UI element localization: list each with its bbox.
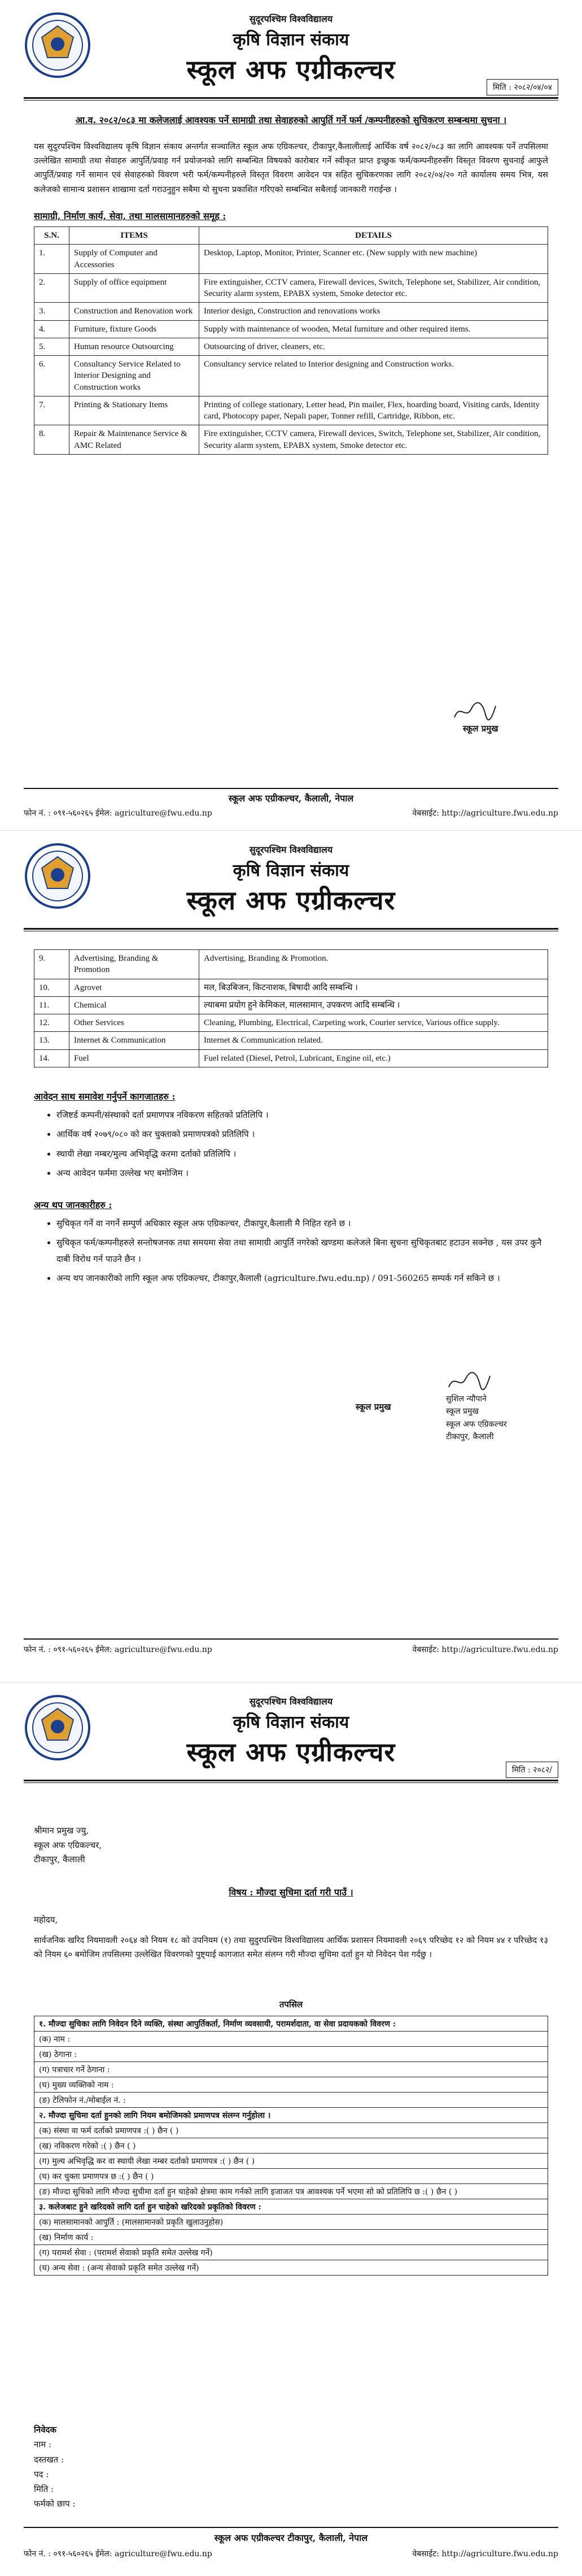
cell-sn: 2. xyxy=(34,273,69,303)
footer-web-label: वेबसाईट: xyxy=(412,1645,439,1654)
table-row xyxy=(34,396,548,425)
applicant-signature-field[interactable]: दस्तखत : xyxy=(34,2454,64,2465)
form-subject: विषय : मौज्दा सुचिमा दर्ता गरी पाउँ । xyxy=(229,1887,353,1898)
faculty-name: कृषि विज्ञान संकाय xyxy=(233,861,349,881)
letterhead xyxy=(0,1683,582,1790)
cell-item: Supply of office equipment xyxy=(69,273,199,303)
list-item: • सुचिकृत फर्म/कम्पनीहरुले सन्तोषजनक तथा समयमा सेवा तथा सामाग्री आपुर्ति नगरेको खण्डमा कलेजले बिना सुचना सुचिकृतबाट हटाउन सक्नेछ , यस उपर कुनै दाबी विरोध गर्न पाउने छैन । xyxy=(56,1235,548,1267)
form-row[interactable] xyxy=(34,2138,548,2154)
form-row[interactable] xyxy=(34,2215,548,2230)
signature-school-head: स्कूल प्रमुख xyxy=(463,723,498,734)
school-name: स्कूल अफ एग्रीकल्चर xyxy=(186,885,396,916)
signatory-name: सुशिल न्यौपाने xyxy=(446,1394,487,1403)
cell-details: Cleaning, Plumbing, Electrical, Carpeting work, Courier service, Various office supply. xyxy=(199,1014,548,1032)
footer-school-name: स्कूल अफ एग्रीकल्चर टीकापुर, कैलाली, नेपाल xyxy=(214,2533,368,2543)
form-row[interactable] xyxy=(34,2077,548,2093)
form-row[interactable] xyxy=(34,2169,548,2184)
footer-phone: फोन नं. : ०९१-५६०२६५ ईमेल: xyxy=(24,1645,112,1654)
form-date: मिति : २०८२/ xyxy=(506,1762,558,1778)
cell-item: Printing & Stationary Items xyxy=(69,396,199,425)
footer-web-label: वेबसाईट: xyxy=(412,809,439,818)
school-name: स्कूल अफ एग्रीकल्चर xyxy=(186,54,396,85)
cell-sn: 6. xyxy=(34,356,69,396)
cell-item: Repair & Maintenance Service & AMC Related xyxy=(69,425,199,455)
items-table-continued xyxy=(34,949,548,1067)
faculty-name: कृषि विज्ञान संकाय xyxy=(233,30,349,50)
table-row xyxy=(34,1049,548,1067)
table-header-row xyxy=(34,227,548,245)
footer-website[interactable]: http://agriculture.fwu.edu.np xyxy=(441,2549,558,2558)
cell-sn: 5. xyxy=(34,338,69,355)
documents-title: आवेदन साथ समावेश गर्नुपर्ने कागजातहरु : xyxy=(34,1091,176,1102)
addressee-block xyxy=(34,1824,102,1867)
cell-item: Human resource Outsourcing xyxy=(69,338,199,355)
footer-divider xyxy=(24,2527,558,2528)
form-field[interactable]: (ख) निर्माण कार्य : xyxy=(34,2230,548,2245)
signatory-block xyxy=(446,1393,507,1444)
header-divider xyxy=(24,1780,558,1781)
form-field[interactable]: २. मौज्दा सुचिमा दर्ता हुनको लागि नियम बमोजिमको प्रमाणपत्र संलग्न गर्नुहोला । xyxy=(34,2108,548,2123)
notice-body: यस सुदुरपश्चिम विश्वविद्यालय कृषि विज्ञान संकाय अन्तर्गत सञ्चालित स्कूल अफ एग्रिकल्चर, टीकापुर,कैलालीलाई आर्थिक वर्ष २०८२/०८३ का लागि आवश्यक पर्ने तपसिलमा उल्लेखित सामाग्री तथा सेवाहरु आपुर्ति/प्रवाह गर्न प्रयोजनको लागि सम्बन्धित विषयको कारोबार गर्ने स्वीकृत प्राप्त इच्छुक फर्म/कम्पनीहरुसँग विस्तृत विवरण सुचनाई आफुले आपुर्ति/प्रवाह गर्ने सामान एवं सेवाहरुको विवरण भरी फर्म/कम्पनीहरुले विस्तृत विवरण आवेदन पत्र सहित सुचिकरणका लागि २०८२/०४/२० गते कार्यालय समय भित्र, यस कलेजको सामान्य प्रशासन शाखामा दर्ता गराउनुहुन सबैमा यो सुचना प्रकाशित गरिएको सम्बन्धित सबैलाई जानकारी गराईन्छ । xyxy=(34,142,548,194)
cell-item: Supply of Computer and Accessories xyxy=(69,245,199,274)
form-row[interactable] xyxy=(34,2016,548,2032)
form-field[interactable]: (ङ) मौज्दा सुचिको लागि मौज्दा सुचीमा दर्ता हुन चाहेको क्षेत्रमा काम गर्नको लागि इजाजत पत्र आवश्यक पर्ने भएमा सो को प्रतिलिपि छ :( ) छैन ( ) xyxy=(34,2184,548,2199)
form-row[interactable] xyxy=(34,2199,548,2215)
cell-item: Internet & Communication xyxy=(69,1032,199,1049)
cell-item: Advertising, Branding & Promotion xyxy=(69,950,199,979)
cell-sn: 1. xyxy=(34,245,69,274)
signature-scribble-icon xyxy=(452,700,497,723)
list-item: • आर्थिक वर्ष २०७९/०८० को कर चुक्ताको प्रमाणपत्रको प्रतिलिपि । xyxy=(56,1126,548,1143)
notice-page-1 xyxy=(0,0,582,830)
cell-item: Furniture, fixture Goods xyxy=(69,320,199,338)
cell-details: Printing of college stationary, Letter head, Pin mailer, Flex, hoarding board, Visiting cards, Identity card, Photocopy paper, Nepali paper, Tonner refill, Cartridge, Ribbon, etc. xyxy=(199,396,548,425)
form-field[interactable]: (ग) परामर्श सेवा : (परामर्श सेवाको प्रकृति समेत उल्लेख गर्ने) xyxy=(34,2245,548,2260)
form-row[interactable] xyxy=(34,2062,548,2077)
other-info-title: अन्य थप जानकारीहरु : xyxy=(34,1199,112,1210)
footer-email[interactable]: agriculture@fwu.edu.np xyxy=(115,1645,212,1654)
header-divider xyxy=(24,97,558,99)
form-field[interactable]: (घ) अन्य सेवा : (अन्य सेवाको प्रकृति समेत उल्लेख गर्ने) xyxy=(34,2260,548,2276)
footer-divider xyxy=(24,1638,558,1640)
form-row[interactable] xyxy=(34,2108,548,2123)
form-row[interactable] xyxy=(34,2093,548,2108)
col-header-items: ITEMS xyxy=(69,227,199,245)
cell-item: Agrovet xyxy=(69,979,199,996)
school-name: स्कूल अफ एग्रीकल्चर xyxy=(186,1737,396,1767)
application-form-table xyxy=(34,2016,548,2276)
footer-contact xyxy=(24,1644,558,1655)
footer-email[interactable]: agriculture@fwu.edu.np xyxy=(115,2549,212,2558)
cell-sn: 12. xyxy=(34,1014,69,1032)
footer-divider xyxy=(24,788,558,789)
form-row[interactable] xyxy=(34,2245,548,2260)
form-row[interactable] xyxy=(34,2230,548,2245)
form-field[interactable]: (ख) नविकरण गरेको :( ) छैन ( ) xyxy=(34,2138,548,2154)
list-item: • अन्य आवेदन फर्ममा उल्लेख भए बमोजिम । xyxy=(56,1165,548,1182)
table-row xyxy=(34,425,548,455)
table-row xyxy=(34,1014,548,1032)
cell-sn: 13. xyxy=(34,1032,69,1049)
footer-school-name: स्कूल अफ एग्रीकल्चर, कैलाली, नेपाल xyxy=(228,793,354,804)
applicant-date-field[interactable]: मिति : xyxy=(34,2484,54,2494)
list-item: • अन्य थप जानकारीको लागि स्कूल अफ एग्रिकल्चर, टीकापुर,कैलाली (agriculture.fwu.edu.np) / 091-560265 सम्पर्क गर्न सकिने छ । xyxy=(56,1270,548,1287)
footer-web-label: वेबसाईट: xyxy=(412,2549,439,2558)
cell-details: Consultancy service related to Interior designing and Construction works. xyxy=(199,356,548,396)
form-field[interactable]: (घ) कर चुक्ता प्रमाणपत्र छ :( ) छैन ( ) xyxy=(34,2169,548,2184)
footer-contact xyxy=(24,808,558,818)
cell-item: Construction and Renovation work xyxy=(69,303,199,320)
form-row[interactable] xyxy=(34,2184,548,2199)
application-form-page xyxy=(0,1682,582,2576)
notice-date: मिति : २०८२/०४/०४ xyxy=(487,79,558,95)
footer-phone: फोन नं. : ०९१-५६०२६५ ईमेल: xyxy=(24,2549,112,2558)
faculty-name: कृषि विज्ञान संकाय xyxy=(233,1712,349,1732)
cell-sn: 10. xyxy=(34,979,69,996)
form-row[interactable] xyxy=(34,2032,548,2047)
form-row[interactable] xyxy=(34,2154,548,2169)
footer-phone: फोन नं. : ०९१-५६०२६५ ईमेल: xyxy=(24,809,112,818)
form-field[interactable]: ३. कलेजबाट हुने खरिदको लागि दर्ता हुन चाहेको खरिदको प्रकृतिको विवरण : xyxy=(34,2199,548,2215)
cell-sn: 4. xyxy=(34,320,69,338)
applicant-name-field[interactable]: नाम : xyxy=(34,2439,52,2450)
form-field[interactable]: १. मौज्दा सुचिका लागि निवेदन दिने व्यक्ति, संस्था आपुर्तिकर्ता, निर्माण व्यवसायी, परामर्शदाता, वा सेवा प्रदायकको विवरण : xyxy=(34,2016,548,2032)
cell-sn: 9. xyxy=(34,950,69,979)
addressee-line: टीकापुर, कैलाली xyxy=(34,1854,85,1864)
cell-sn: 11. xyxy=(34,996,69,1014)
signature-school-head: स्कूल प्रमुख xyxy=(356,1402,391,1412)
applicant-block xyxy=(34,2422,75,2512)
form-field[interactable]: (ग) पत्राचार गर्ने ठेगाना : xyxy=(34,2062,548,2077)
header-divider-thin xyxy=(24,1782,558,1783)
university-name: सुदूरपश्चिम विश्वविद्यालय xyxy=(249,14,333,24)
form-field[interactable]: (क) मालसामानको आपुर्ति : (मालसामानको प्रकृति खुलाउनुहोस) xyxy=(34,2215,548,2230)
col-header-sn: S.N. xyxy=(34,227,69,245)
items-section-title: सामाग्री, निर्माण कार्य, सेवा, तथा मालसामानहरुको समूह : xyxy=(34,211,226,222)
cell-item: Chemical xyxy=(69,996,199,1014)
notice-page-2 xyxy=(0,830,582,1682)
details-heading: तपसिल xyxy=(279,1999,303,2010)
cell-details: ल्याबमा प्रयोग हुने केमिकल, मालसामान, उपकरण आदि सम्बन्धि । xyxy=(199,996,548,1014)
other-info-list xyxy=(56,1215,548,1287)
cell-sn: 7. xyxy=(34,396,69,425)
cell-details: Interior design, Construction and renovations works xyxy=(199,303,548,320)
table-row xyxy=(34,356,548,396)
cell-sn: 14. xyxy=(34,1049,69,1067)
documents-list xyxy=(56,1107,548,1182)
table-row xyxy=(34,950,548,979)
table-row xyxy=(34,273,548,303)
university-name: सुदूरपश्चिम विश्वविद्यालय xyxy=(249,844,333,855)
footer-email[interactable]: agriculture@fwu.edu.np xyxy=(115,809,212,818)
signature-scribble-icon xyxy=(446,1370,491,1393)
notice-title: आ.व. २०८२/०८३ मा कलेजलाई आवश्यक पर्ने सामाग्री तथा सेवाहरुको आपुर्ति गर्ने फर्म /कम्पनीहरुको सुचिकरण सम्बन्धमा सुचना । xyxy=(75,115,507,125)
cell-details: Fuel related (Diesel, Petrol, Lubricant, Engine oil, etc.) xyxy=(199,1049,548,1067)
cell-item: Other Services xyxy=(69,1014,199,1032)
addressee-line: श्रीमान प्रमुख ज्यु, xyxy=(34,1825,89,1836)
form-field[interactable]: (ख) ठेगाना : xyxy=(34,2047,548,2062)
signatory-org: स्कूल अफ एग्रिकल्चर xyxy=(446,1419,507,1429)
table-row xyxy=(34,1032,548,1049)
table-row xyxy=(34,996,548,1014)
letterhead xyxy=(0,0,582,107)
cell-sn: 3. xyxy=(34,303,69,320)
cell-item: Fuel xyxy=(69,1049,199,1067)
application-body: सार्वजनिक खरिद नियमावली २०६४ को नियम १८ को उपनियम (१) तथा सुदुरपश्चिम विश्वविद्यालय आर्थिक प्रशासन नियमावली २०६९ परिच्छेद १२ को नियम ४४ र परिच्छेद १३ को नियम ६० बमोजिम तपसिलमा उल्लेखित विवरणको पुष्ट्याई कागजात समेत संलग्न गरी मौज्दा सुचिमा दर्ता हुन यो निवेदन पेश गर्दछु । xyxy=(34,1936,548,1959)
addressee-line: स्कूल अफ एग्रिकल्चर, xyxy=(34,1840,102,1850)
applicant-position-field[interactable]: पद : xyxy=(34,2469,49,2479)
header-divider-thin xyxy=(24,100,558,101)
table-row xyxy=(34,320,548,338)
footer-website[interactable]: http://agriculture.fwu.edu.np xyxy=(441,809,558,818)
form-field[interactable]: (क) नाम : xyxy=(34,2032,548,2047)
items-table xyxy=(34,226,548,455)
table-row xyxy=(34,245,548,274)
table-row xyxy=(34,979,548,996)
form-field[interactable]: (ङ) टेलिफोन नं./मोबाईल नं. : xyxy=(34,2093,548,2108)
cell-details: मल, बिउबिजन, किटनाशक, बिषादी आदि सम्बन्धि । xyxy=(199,979,548,996)
cell-item: Consultancy Service Related to Interior Designing and Construction works xyxy=(69,356,199,396)
header-divider xyxy=(24,928,558,930)
salutation: महोदय, xyxy=(34,1915,58,1925)
list-item: • स्थायी लेखा नम्बर/मुल्य अभिवृद्धि करमा दर्ताको प्रतिलिपि । xyxy=(56,1146,548,1162)
footer-contact xyxy=(24,2548,558,2559)
table-row xyxy=(34,303,548,320)
cell-details: Desktop, Laptop, Monitor, Printer, Scanner etc. (New supply with new machine) xyxy=(199,245,548,274)
cell-details: Outsourcing of driver, cleaners, etc. xyxy=(199,338,548,355)
signatory-place: टीकापुर, कैलाली xyxy=(446,1432,494,1442)
applicant-title: निवेदक xyxy=(34,2425,57,2435)
list-item: • रजिष्टर्ड कम्पनी/संस्थाको दर्ता प्रमाणपत्र नविकरण सहितको प्रतिलिपि । xyxy=(56,1107,548,1123)
letterhead xyxy=(0,831,582,938)
cell-details: Fire extinguisher, CCTV camera, Firewall devices, Switch, Telephone set, Stabilizer, Air condition, Security alarm system, EPABX system, Smoke detector etc. xyxy=(199,425,548,455)
footer-website[interactable]: http://agriculture.fwu.edu.np xyxy=(441,1645,558,1654)
form-field[interactable]: (घ) मुख्य व्यक्तिको नाम : xyxy=(34,2077,548,2093)
form-field[interactable]: (क) संस्था वा फर्म दर्ताको प्रमाणपत्र :( ) छैन ( ) xyxy=(34,2123,548,2138)
table-row xyxy=(34,338,548,355)
cell-details: Fire extinguisher, CCTV camera, Firewall devices, Switch, Telephone set, Stabilizer, Air condition, Security alarm system, EPABX system, Smoke detector etc. xyxy=(199,273,548,303)
cell-details: Advertising, Branding & Promotion. xyxy=(199,950,548,979)
signatory-title: स्कूल प्रमुख xyxy=(446,1407,479,1416)
form-row[interactable] xyxy=(34,2260,548,2276)
cell-details: Supply with maintenance of wooden, Metal furniture and other required items. xyxy=(199,320,548,338)
cell-sn: 8. xyxy=(34,425,69,455)
university-name: सुदूरपश्चिम विश्वविद्यालय xyxy=(249,1696,333,1707)
list-item: • सुचिकृत गर्ने वा नगर्ने सम्पुर्ण अधिकार स्कूल अफ एग्रिकल्चर, टीकापुर,कैलाली मै निहित रहने छ । xyxy=(56,1215,548,1232)
applicant-stamp-field[interactable]: फर्मको छाप : xyxy=(34,2499,76,2509)
form-field[interactable]: (ग) मुल्य अभिवृद्धि कर वा स्थायी लेखा नम्बर दर्ताको प्रमाणपत्र :( ) छैन ( ) xyxy=(34,2154,548,2169)
cell-details: Internet & Communication related. xyxy=(199,1032,548,1049)
col-header-details: DETAILS xyxy=(199,227,548,245)
form-row[interactable] xyxy=(34,2123,548,2138)
form-row[interactable] xyxy=(34,2047,548,2062)
